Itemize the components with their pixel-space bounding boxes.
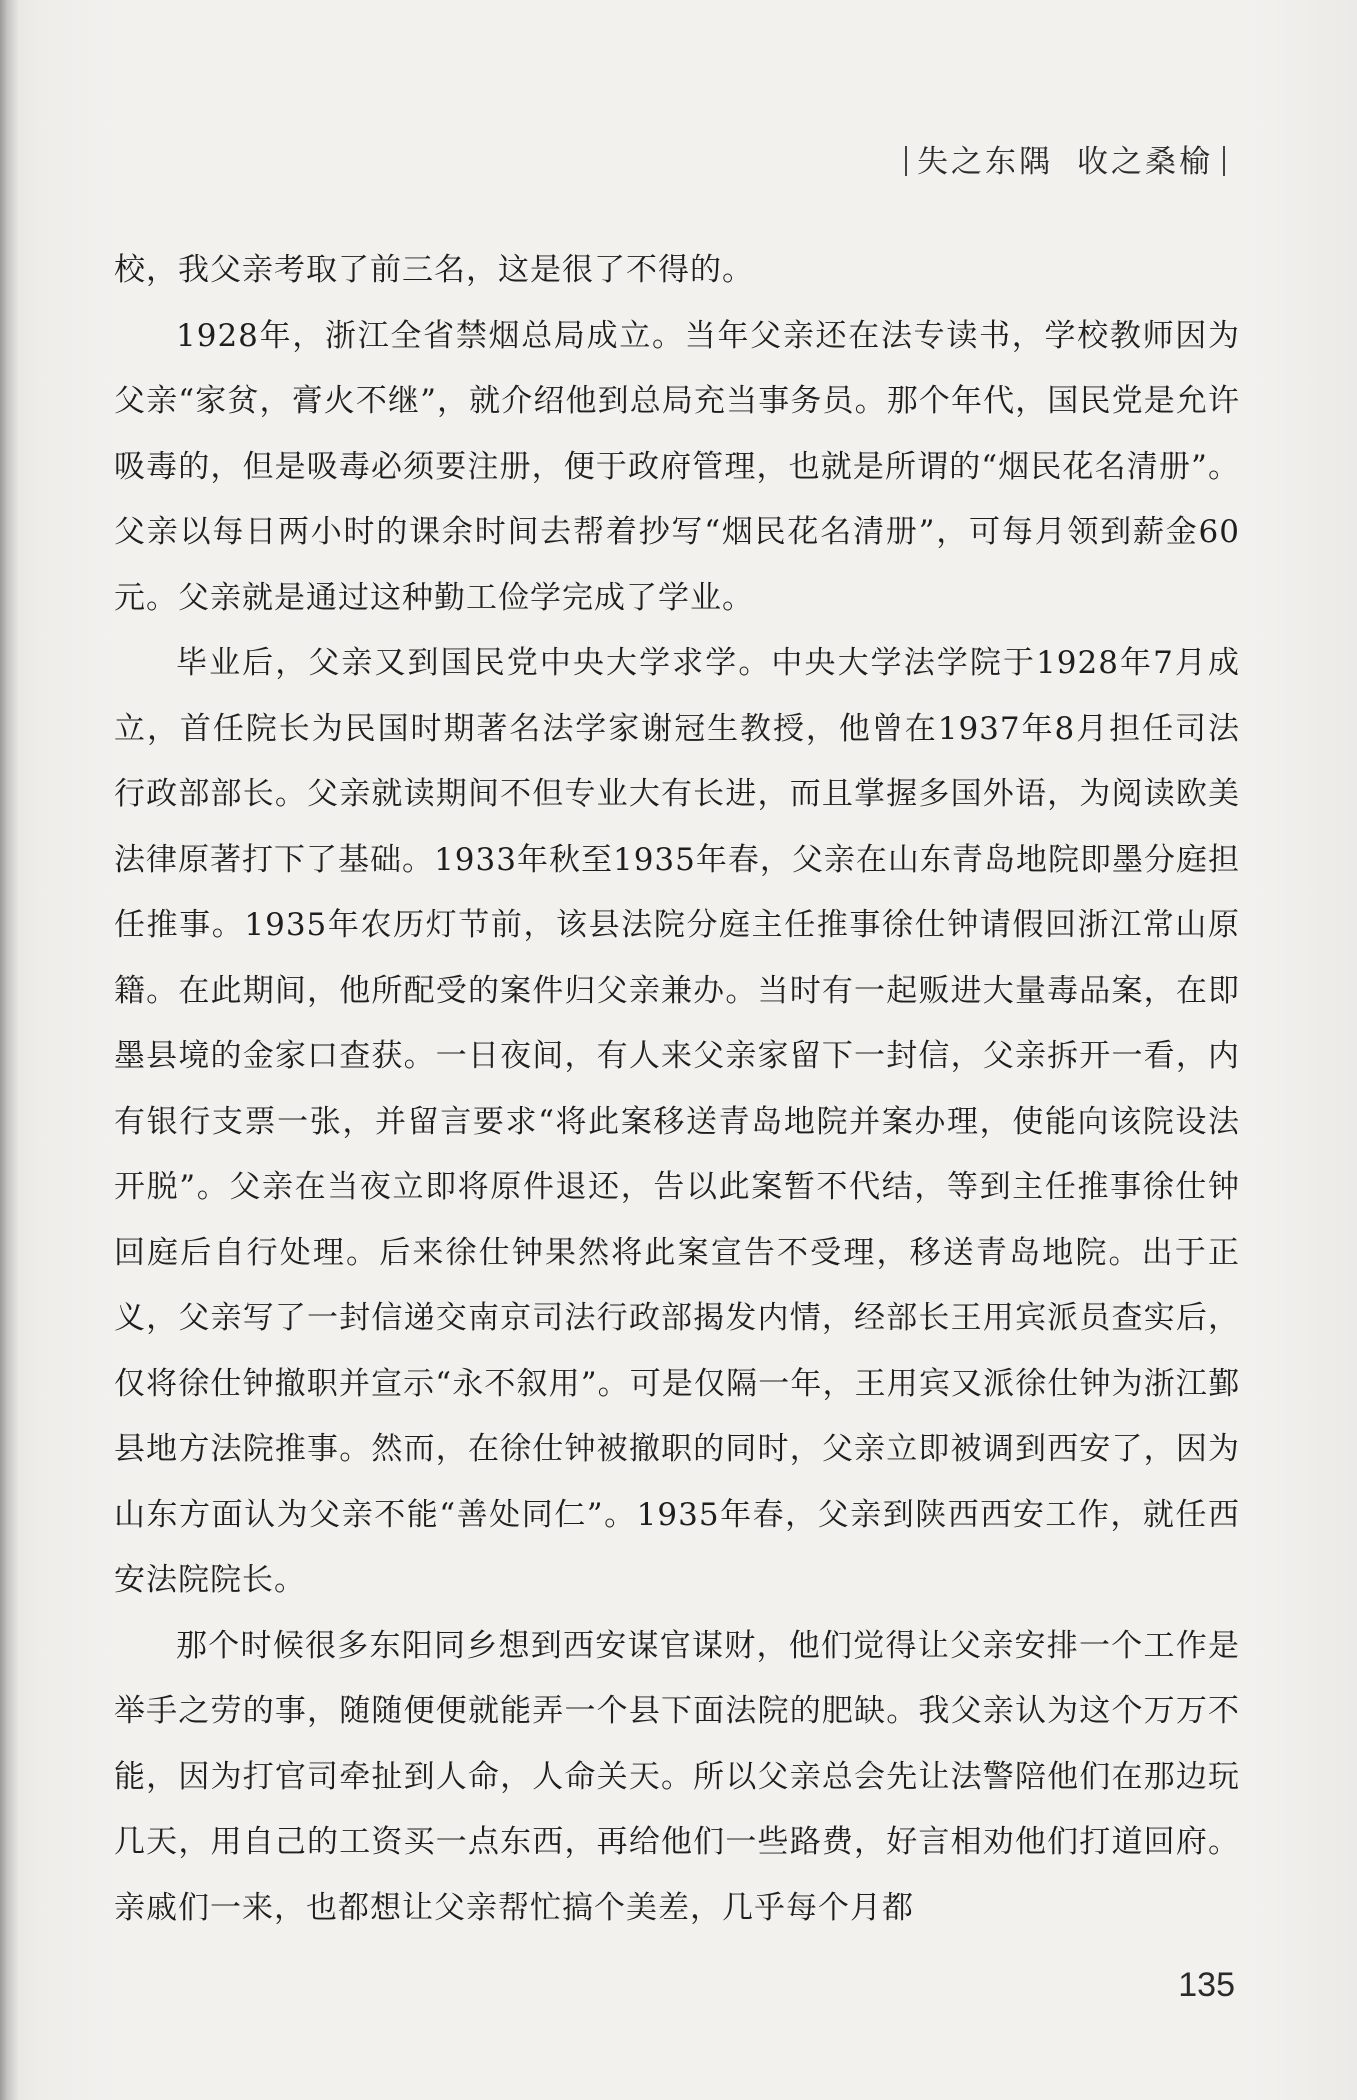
running-head-bar-left [905,146,907,176]
running-head-bar-right [1223,146,1225,176]
paragraph-3: 毕业后，父亲又到国民党中央大学求学。中央大学法学院于1928年7月成立，首任院长为民国时期著名法学家谢冠生教授，他曾在1937年8月担任司法行政部部长。父亲就读期间不但专业大有长进，而且掌握多国外语，为阅读欧美法律原著打下了基础。1933年秋至1935年春，父亲在山东青岛地院即墨分庭担任推事。1935年农历灯节前，该县法院分庭主任推事徐仕钟请假回浙江常山原籍。在此期间，他所配受的案件归父亲兼办。当时有一起贩进大量毒品案，在即墨县境的金家口查获。一日夜间，有人来父亲家留下一封信，父亲拆开一看，内有银行支票一张，并留言要求“将此案移送青岛地院并案办理，使能向该院设法开脱”。父亲在当夜立即将原件退还，告以此案暂不代结，等到主任推事徐仕钟回庭后自行处理。后来徐仕钟果然将此案宣告不受理，移送青岛地院。出于正义，父亲写了一封信递交南京司法行政部揭发内情，经部长王用宾派员查实后，仅将徐仕钟撤职并宣示“永不叙用”。可是仅隔一年，王用宾又派徐仕钟为浙江鄞县地方法院推事。然而，在徐仕钟被撤职的同时，父亲立即被调到西安了，因为山东方面认为父亲不能“善处同仁”。1935年春，父亲到陕西西安工作，就任西安法院院长。 [114,645,1240,1598]
paragraph-1: 校，我父亲考取了前三名，这是很了不得的。 [114,252,754,288]
body-text [114,238,1240,1941]
running-head-right: 收之桑榆 [1077,144,1213,180]
paragraph-2: 1928年，浙江全省禁烟总局成立。当年父亲还在法专读书，学校教师因为父亲“家贫，膏火不继”，就介绍他到总局充当事务员。那个年代，国民党是允许吸毒的，但是吸毒必须要注册，便于政府管理，也就是所谓的“烟民花名清册”。父亲以每日两小时的课余时间去帮着抄写“烟民花名清册”，可每月领到薪金60元。父亲就是通过这种勤工俭学完成了学业。 [114,317,1240,616]
paragraph-4: 那个时候很多东阳同乡想到西安谋官谋财，他们觉得让父亲安排一个工作是举手之劳的事，随随便便就能弄一个县下面法院的肥缺。我父亲认为这个万万不能，因为打官司牵扯到人命，人命关天。所以父亲总会先让法警陪他们在那边玩几天，用自己的工资买一点东西，再给他们一些路费，好言相劝他们打道回府。亲戚们一来，也都想让父亲帮忙搞个美差，几乎每个月都 [114,1627,1240,1926]
book-spine-shadow [0,0,18,2100]
page-number: 135 [1178,1966,1235,2004]
running-head [895,136,1235,181]
running-head-left: 失之东隅 [917,144,1053,180]
